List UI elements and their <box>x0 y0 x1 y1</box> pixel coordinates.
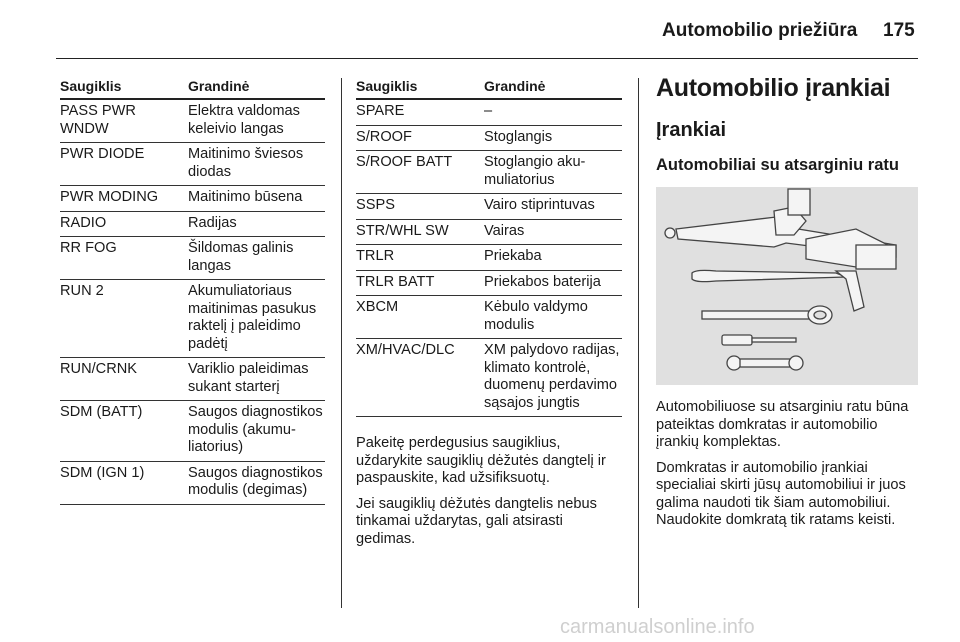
fuse-name: STR/WHL SW <box>356 222 449 239</box>
fuse-table-left <box>60 78 325 505</box>
circuit-name: Maitinimo šviesos diodas <box>188 146 304 180</box>
table-header <box>60 78 325 100</box>
fuse-name: PWR MODING <box>60 189 159 205</box>
table-row <box>60 100 325 143</box>
section-title: Automobilio įrankiai <box>656 74 891 102</box>
table-row <box>356 220 622 246</box>
circuit-name: Variklio paleidimas sukant starterį <box>188 361 309 395</box>
fuse-name: TRLR BATT <box>356 273 435 290</box>
paragraph-jack-usage: Domkratas ir automobilio įrankiai specialiai skirti jūsų automobiliui ir juos galima naudoti tik šiam automobiliui. Naudokite domkratą tik ratams keisti. <box>656 459 906 528</box>
circuit-name: Saugos diagnostikos modulis (degimas) <box>188 464 323 498</box>
circuit-name: – <box>484 103 493 119</box>
table-row <box>60 186 325 212</box>
paragraph-cover-warning: Jei saugiklių dėžutės dangtelis nebus tinkamai uždarytas, gali atsirasti gedimas. <box>356 495 597 547</box>
column-divider-2 <box>638 78 639 608</box>
circuit-name: Vairas <box>484 222 525 239</box>
paragraph-close-cover: Pakeitę perdegusius saugiklius, uždarykite saugiklių dėžutės dangtelį ir paspauskite, kad užsifiksuotų. <box>356 435 606 486</box>
tools-section <box>656 74 920 530</box>
circuit-name: Priekabos baterija <box>484 273 601 290</box>
header-fuse: Saugiklis <box>60 78 122 94</box>
fuse-name: TRLR <box>356 248 395 264</box>
fuse-name: S/ROOF <box>356 128 412 145</box>
fuse-name: RR FOG <box>60 240 117 256</box>
fuse-name: RUN 2 <box>60 283 104 299</box>
page-header <box>0 0 960 60</box>
circuit-name: Priekaba <box>484 248 542 264</box>
fuse-name: SDM (IGN 1) <box>60 464 145 481</box>
paragraph-jack-included: Automobiliuose su atsarginiu ratu būna pateiktas domkratas ir automobilio įrankių komplektas. <box>656 399 909 450</box>
circuit-name: Elektra valdomas keleivio langas <box>188 103 300 137</box>
table-row <box>60 237 325 280</box>
table-row <box>60 212 325 238</box>
circuit-name: XM palydovo radijas, klimato kontrolė, duomenų perdavimo sąsajos jungtis <box>484 342 620 411</box>
header-title: Automobilio priežiūra <box>662 20 858 41</box>
fuse-name: PWR DIODE <box>60 146 145 162</box>
fuse-name: SSPS <box>356 197 395 213</box>
watermark: carmanualsonline.info <box>560 616 755 638</box>
circuit-name: Kėbulo valdymo modulis <box>484 299 588 333</box>
table-row <box>356 126 622 152</box>
fuse-name: RUN/CRNK <box>60 361 138 377</box>
fuse-name: SPARE <box>356 103 405 119</box>
fuse-name: XM/HVAC/DLC <box>356 342 455 358</box>
circuit-name: Maitinimo būsena <box>188 189 303 205</box>
jack-and-tools-illustration <box>656 187 918 385</box>
fuse-name: XBCM <box>356 299 399 315</box>
fuse-name: SDM (BATT) <box>60 404 143 420</box>
tools-drawing <box>656 187 918 385</box>
table-header <box>356 78 622 100</box>
header-circuit: Grandinė <box>188 78 250 94</box>
table-row <box>356 151 622 194</box>
circuit-name: Šildomas galinis langas <box>188 240 294 274</box>
table-row <box>60 462 325 505</box>
circuit-name: Stoglangio aku-muliatorius <box>484 154 586 188</box>
table-row <box>60 143 325 186</box>
table-row <box>356 245 622 271</box>
table-row <box>356 194 622 220</box>
fuse-name: PASS PWR WNDW <box>60 103 136 137</box>
column-divider-1 <box>341 78 342 608</box>
table-row <box>356 271 622 297</box>
header-circuit: Grandinė <box>484 78 546 94</box>
page-number: 175 <box>883 20 915 41</box>
table-row <box>356 100 622 126</box>
header-divider <box>56 58 918 59</box>
circuit-name: Vairo stiprintuvas <box>484 197 595 213</box>
fuse-name: RADIO <box>60 214 107 231</box>
table-row <box>60 401 325 462</box>
table-row <box>356 296 622 339</box>
header-fuse: Saugiklis <box>356 78 418 94</box>
table-row <box>356 339 622 417</box>
circuit-name: Radijas <box>188 214 237 231</box>
circuit-name: Stoglangis <box>484 128 553 145</box>
subsubsection-title: Automobiliai su atsarginiu ratu <box>656 156 899 174</box>
circuit-name: Akumuliatoriaus maitinimas pasukus raktelį į paleidimo padėtį <box>188 283 317 352</box>
table-row <box>60 358 325 401</box>
fuse-name: S/ROOF BATT <box>356 154 453 170</box>
table-row <box>60 280 325 358</box>
fuse-table-right-column <box>356 78 622 548</box>
circuit-name: Saugos diagnostikos modulis (akumu-liatorius) <box>188 404 323 455</box>
subsection-title: Įrankiai <box>656 119 727 141</box>
